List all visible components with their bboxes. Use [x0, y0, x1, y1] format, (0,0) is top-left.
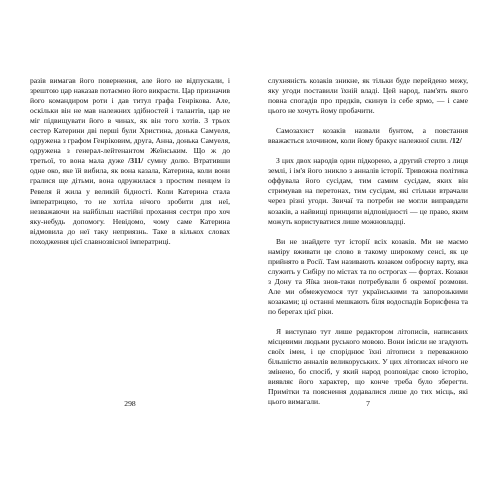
right-page-reference: /12/: [449, 136, 462, 146]
left-page-text: [30, 76, 230, 247]
right-page-number: 7: [366, 399, 370, 408]
left-paragraph-1: [30, 76, 230, 247]
left-page-reference: /311/: [128, 156, 144, 166]
right-paragraph-4: Ви не знайдете тут історії всіх козаків. Ми не маємо наміру вживати це слово в такому широкому сенсі, як це прийнято в Росії. Там називають козаком озброєну варту, яка служить у Сибіру по містах та по острогах — фортах. Козаки з Дону та Яїка знов-таки потребували б окремої розмови. Але ми обмежуємося тут українськими та запорозькими козаками; ці останні мешкають біля водоспадів Борисфена та по берегах цієї ріки.: [268, 236, 468, 316]
right-page-text: [268, 76, 468, 407]
right-paragraph-2: [268, 126, 468, 146]
left-page-number: 298: [124, 399, 136, 408]
right-paragraph-5: Я виступаю тут лише редактором літописів, написаних місцевими людьми руського мовою. Вони імісли не згадують своїх імен, і це споріднює їхні літописи з переважною більшістю анналів великоруських. У цих літописах нічого не змінено, бо спосіб, у який народ розповідає свою історію, виявляє його характер, що конче треба було зберегти. Примітки та пояснення додавалися лише до тих місць, які цього вимагали.: [268, 326, 468, 407]
left-paragraph-1-text: разів вимагав його повернення, але його не відпускали, і зрештою цар наказав потаємно його викрасти. Цар призначив його командиром роти і дав титул графа Генрікова. Але, оскільки він не мав належних здібностей і талантів, цар не міг підвищувати його в чинах, як він того хотів. З трьох сестер Катерини дві перші були Христина, донька Самуеля, одружена з графом Генріковим, друга, Анна, донька Самуеля, одружена з генерал-лейтенантом Жеїнським. Що ж до третьої, то вона мала дуже: [30, 76, 230, 166]
left-paragraph-1-tail: сумну долю. Втративши одне око, яке їй вибила, як вона казала, Катерина, коли вони гралися ще дітьми, вона одружилася з простим пенцем із Ревеля й жила у великій бідності. Коли Катерина стала імператрицею, то не хотіла нічого зробити для неї, незважаючи на найбільш настійні прохання сестри про хоч яку-небудь допомогу. Невідомо, чому саме Катерина відмовила до неї таку неприязнь. Таке в кількох словах походження цієї славнозвісної імператриці.: [30, 156, 231, 246]
right-paragraph-2-text: Самозахист козаків назвали бунтом, а повстання вважається злочином, коли йому бракує належної сили.: [268, 126, 468, 146]
right-paragraph-1: слухняність козаків зникне, як тільки буде перейдено межу, яку угоди поставили їхній владі. Цей народ, пам'ять якого повна спогадів про предків, скинув із себе ярмо, — і саме цього не хочуть йому пробачити.: [268, 76, 468, 116]
right-paragraph-3: З цих двох народів один підкорено, а другий стерто з лиця землі, і ім'я його зникло з анналів історії. Тривожна політика оффувала його сусідам, тим самим сусідам, яких він стримував на перетонах, тим сусідам, які стільки втрачали через різні угоди. Звичаї та потреби не могли виправдати козаків, а найвищі принципи відповідності — це право, яким можуть користуватися лише можновладці.: [268, 156, 468, 226]
